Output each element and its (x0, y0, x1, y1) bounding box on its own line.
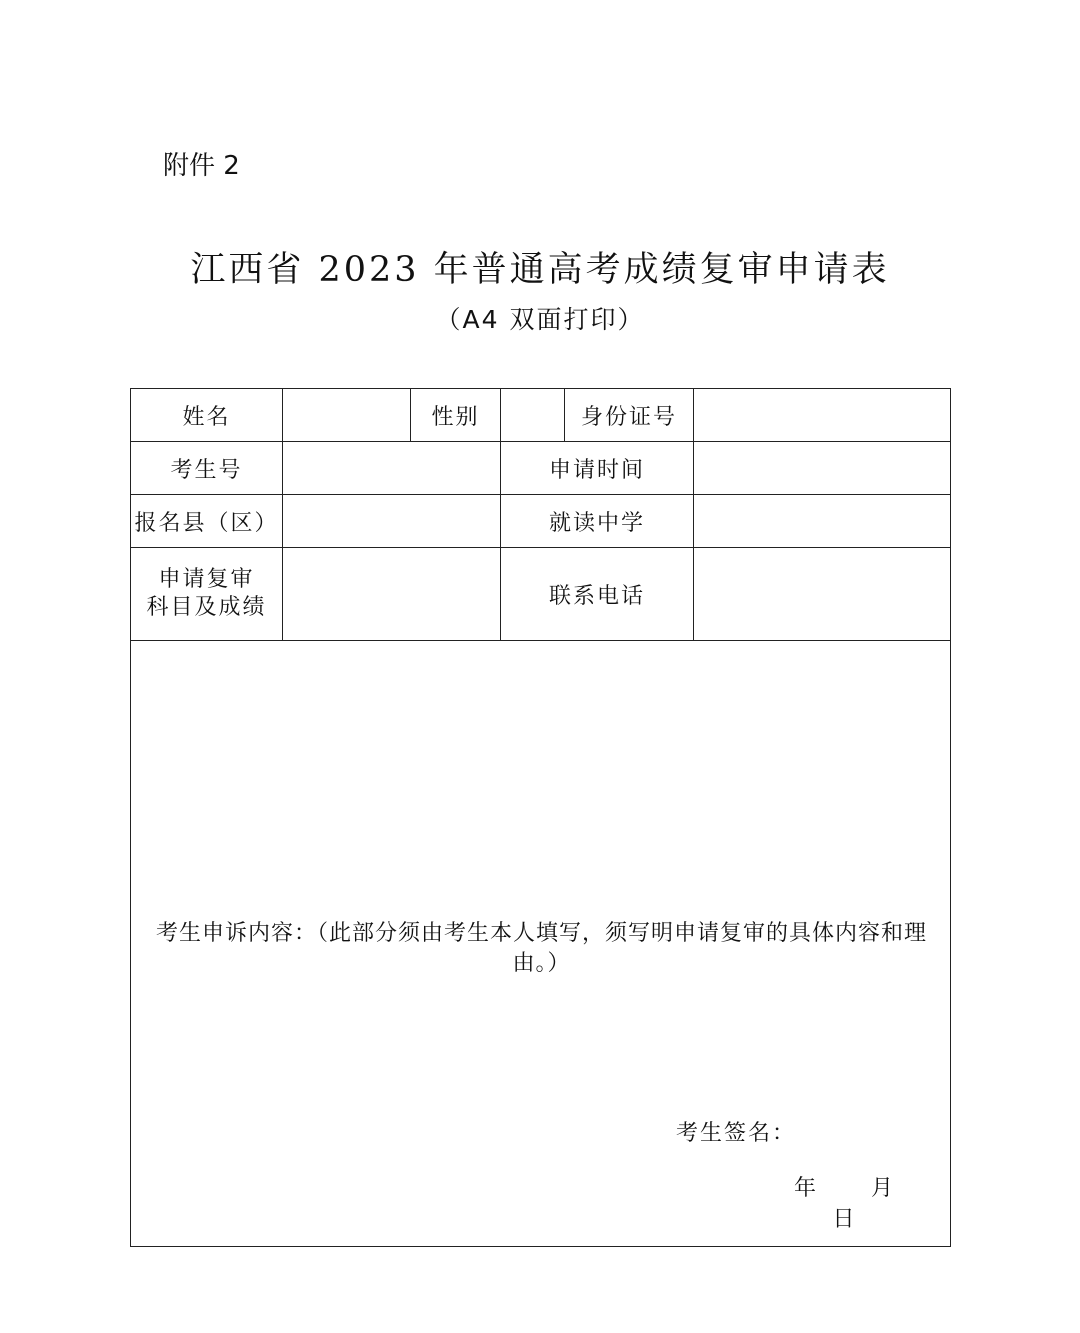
application-form-table (130, 388, 951, 1247)
subject-score-label-line2: 科目及成绩 (146, 595, 267, 620)
id-number-field[interactable] (694, 389, 951, 442)
apply-time-field[interactable] (694, 442, 951, 495)
signature-date (739, 1171, 950, 1233)
name-label: 姓名 (131, 389, 283, 442)
school-label: 就读中学 (501, 495, 694, 548)
subject-score-field[interactable] (283, 548, 501, 641)
signature-label: 考生签名： (676, 1121, 797, 1146)
exam-number-field[interactable] (283, 442, 501, 495)
county-field[interactable] (283, 495, 501, 548)
apply-time-label: 申请时间 (501, 442, 694, 495)
county-label: 报名县（区） (131, 495, 283, 548)
complaint-instructions: 考生申诉内容：（此部分须由考生本人填写，须写明申请复审的具体内容和理由。） (155, 920, 927, 976)
date-day-label: 日 (832, 1207, 857, 1232)
page-title: 江西省 2023 年普通高考成绩复审申请表 (190, 250, 890, 290)
subject-score-label-line1: 申请复审 (158, 567, 255, 592)
school-field[interactable] (694, 495, 951, 548)
complaint-area[interactable] (131, 641, 951, 1247)
exam-number-label: 考生号 (131, 442, 283, 495)
page-subtitle: （A4 双面打印） (435, 305, 645, 334)
attachment-label: 附件 2 (163, 151, 240, 181)
gender-field[interactable] (501, 389, 565, 442)
date-month-label: 月 (870, 1176, 895, 1201)
date-year-label: 年 (793, 1176, 818, 1201)
id-number-label: 身份证号 (565, 389, 694, 442)
subject-score-label (131, 548, 283, 641)
name-field[interactable] (283, 389, 411, 442)
gender-label: 性别 (411, 389, 501, 442)
phone-field[interactable] (694, 548, 951, 641)
phone-label: 联系电话 (501, 548, 694, 641)
